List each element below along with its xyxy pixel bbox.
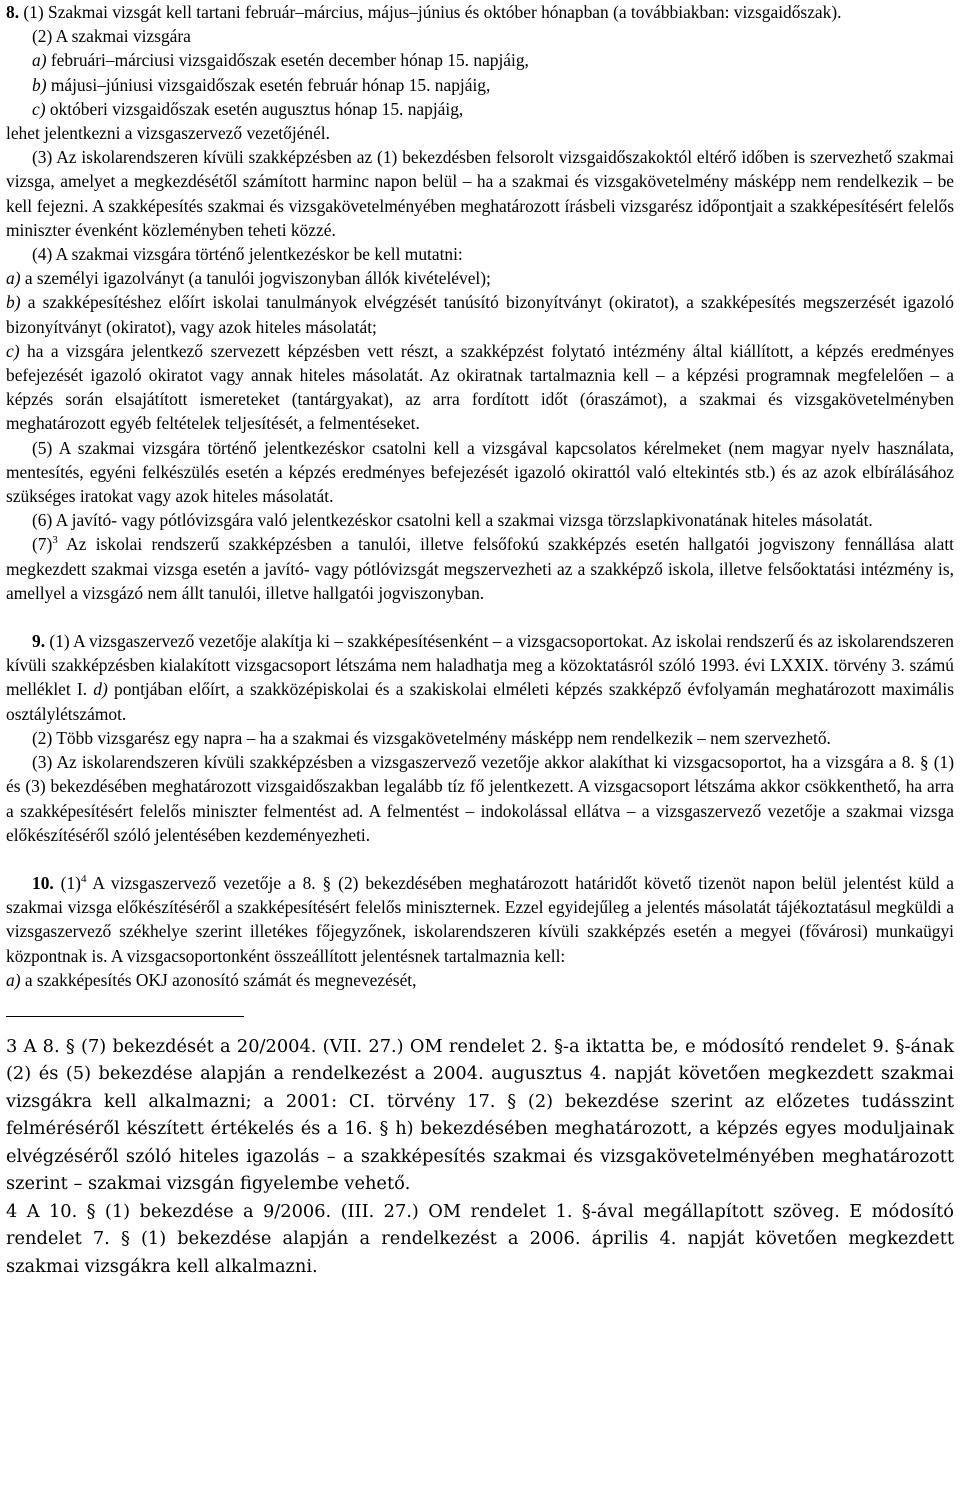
section-8-paragraph-3: (3) Az iskolarendszeren kívüli szakképzésben az (1) bekezdésben felsorolt vizsgaidőszakoktól eltérő időben is szervezhető szakmai vizsga, amelyet a megkezdésétől számított harminc napon belül – ha a szakmai és vizsgakövetelmény másképp nem rendelkezik – be kell fejezni. A szakképesítés szakmai és vizsgakövetelményében meghatározott írásbeli vizsgarész időpontjait a szakképesítésért felelős miniszter évenként közleményben teheti közzé.: [6, 147, 954, 240]
section-8-p4-item-b: b) a szakképesítéshez előírt iskolai tanulmányok elvégzését tanúsító bizonyítványt (okiratot), a szakképesítés megszerzését igazoló bizonyítványt (okiratot), vagy azok hiteles másolatát;: [6, 292, 954, 337]
section-10-paragraph-1: 10. $(1)^4$ A vizsgaszervező vezetője a 8. § (2) bekezdésében meghatározott határidőt követő tizenöt napon belül jelentést küld a szakmai vizsga előkészítéséről a szakképesítésért felelős miniszternek. Ezzel egyidejűleg a jelentés másolatát tájékoztatásul megküldi a vizsgaszervező székhelye szerint illetékes főjegyzőnek, iskolarendszeren kívüli szakképzés esetén a megyei (fővárosi) munkaügyi központnak is. A vizsgacsoportonként összeállított jelentésnek tartalmaznia kell:: [6, 872, 954, 966]
document-page: [6, 0, 954, 1280]
footnote-separator: [6, 1016, 244, 1017]
footnote-ref-3: 3: [52, 534, 58, 547]
section-9-paragraph-2: (2) Több vizsgarész egy napra – ha a szakmai és vizsgakövetelmény másképp nem rendelkezik – nem szervezhető.: [32, 727, 831, 748]
section-9-label: 9.: [32, 631, 46, 652]
section-8-p2-item-a: a) februári–márciusi vizsgaidőszak esetén december hónap 15. napjáig,: [32, 50, 529, 71]
section-8-paragraph-6: (6) A javító- vagy pótlóvizsgára való jelentkezéskor csatolni kell a szakmai vizsga törzslapkivonatának hiteles másolatát.: [32, 510, 873, 531]
section-8-paragraph-7: $(7)^3$ Az iskolai rendszerű szakképzésben a tanulói, illetve felsőfokú szakképzés esetén hallgatói jogviszony fennállása alatt megkezdett szakmai vizsga esetén a javító- vagy pótlóvizsgát megszervezheti az a szakképző iskola, illetve felsőoktatási intézmény is, amellyel a vizsgázó nem állt tanulói, illetve hallgatói jogviszonyban.: [6, 534, 954, 603]
section-8-p4-item-c: c) ha a vizsgára jelentkező szervezett képzésben vett részt, a szakképzést folytató intézmény által kiállított, a képzés eredményes befejezését igazoló okiratot vagy annak hiteles másolatát. Az okiratnak tartalmaznia kell – a képzési programnak megfelelően – a képzés során elsajátított ismereteket (tantárgyakat), az arra fordított időt (óraszámot), a szakmai és vizsgakövetelményben meghatározott egyéb feltételek teljesítését, a felmentéseket.: [6, 340, 954, 434]
section-10-item-a: a) a szakképesítés OKJ azonosító számát és megnevezését,: [6, 969, 417, 990]
footnote-ref-4: 4: [80, 873, 87, 886]
section-8-paragraph-1: [6, 0, 954, 24]
section-8-p4-item-a: a) a személyi igazolványt (a tanulói jogviszonyban állók kivételével);: [6, 268, 491, 289]
footnotes: [6, 1033, 954, 1281]
section-8-p2-item-c: c) októberi vizsgaidőszak esetén augusztus hónap 15. napjáig,: [32, 98, 464, 119]
section-8-p2-intro: (2) A szakmai vizsgára: [32, 26, 191, 47]
section-8-p2-item-b: b) májusi–júniusi vizsgaidőszak esetén február hónap 15. napjáig,: [32, 74, 491, 95]
section-8-paragraph-5: (5) A szakmai vizsgára történő jelentkezéskor csatolni kell a vizsgával kapcsolatos kérelmeket (nem magyar nyelv használata, mentesítés, egyéni felkészülés esetén a képzés eredményes befejezését igazoló okirattól való eltekintés stb.) és az azok elbírálásához szükséges iratokat vagy azok hiteles másolatát.: [6, 437, 954, 507]
footnote-4: 4 A 10. § (1) bekezdése a 9/2006. (III. 27.) OM rendelet 1. §-ával megállapított szöveg. E módosító rendelet 7. § (1) bekezdése alapján a rendelkezést a 2006. április 4. napját követően megkezdett szakmai vizsgákra kell alkalmazni.: [6, 1200, 954, 1277]
footnote-3: 3 A 8. § (7) bekezdését a 20/2004. (VII. 27.) OM rendelet 2. §-a iktatta be, e módosító rendelet 9. §-ának (2) és (5) bekezdése alapján a rendelkezést a 2004. augusztus 4. napját követően megkezdett szakmai vizsgákra kell alkalmazni; a 2001: CI. törvény 17. § (2) bekezdése szerint az előzetes tudásszint felméréséről készített értékelés és a 16. § h) bekezdésében meghatározott, a képzés egyes moduljainak elvégzéséről szóló hiteles igazolás – a szakképesítés szakmai és vizsgakövetelményében meghatározott szerint – szakmai vizsgán figyelembe vehető.: [6, 1035, 954, 1195]
section-8-p1-text: (1) Szakmai vizsgát kell tartani február–március, május–június és október hónapban (a továbbiakban: vizsgaidőszak).: [19, 2, 842, 22]
section-9-paragraph-1: 9. (1) A vizsgaszervező vezetője alakítja ki – szakképesítésenként – a vizsgacsoportokat. Az iskolai rendszerű és az iskolarendszeren kívüli szakképzésben kialakított vizsgacsoport létszáma nem haladhatja meg a közoktatásról szóló 1993. évi LXXIX. törvény 3. számú melléklet I. d) pontjában előírt, a szakközépiskolai és a szakiskolai elméleti képzés szakképző évfolyamán meghatározott maximális osztálylétszámot.: [6, 631, 954, 724]
section-8-p4-intro: (4) A szakmai vizsgára történő jelentkezéskor be kell mutatni:: [32, 244, 463, 265]
section-10-label: 10.: [32, 872, 54, 893]
section-9-paragraph-3: (3) Az iskolarendszeren kívüli szakképzésben a vizsgaszervező vezetője akkor alakíthat ki vizsgacsoportot, ha a vizsgára a 8. § (1) és (3) bekezdésében meghatározott vizsgaidőszakban legalább tíz fő jelentkezett. A vizsgacsoport létszáma akkor csökkenthető, ha arra a szakképesítésért felelős miniszter felmentést ad. A felmentést – indokolással ellátva – a vizsgaszervező vezetője a szakmai vizsga előkészítéséről szóló jelentésében kezdeményezheti.: [6, 752, 954, 845]
section-8-label: 8.: [6, 2, 20, 22]
section-8-p2-end: lehet jelentkezni a vizsgaszervező vezetőjénél.: [6, 123, 330, 144]
